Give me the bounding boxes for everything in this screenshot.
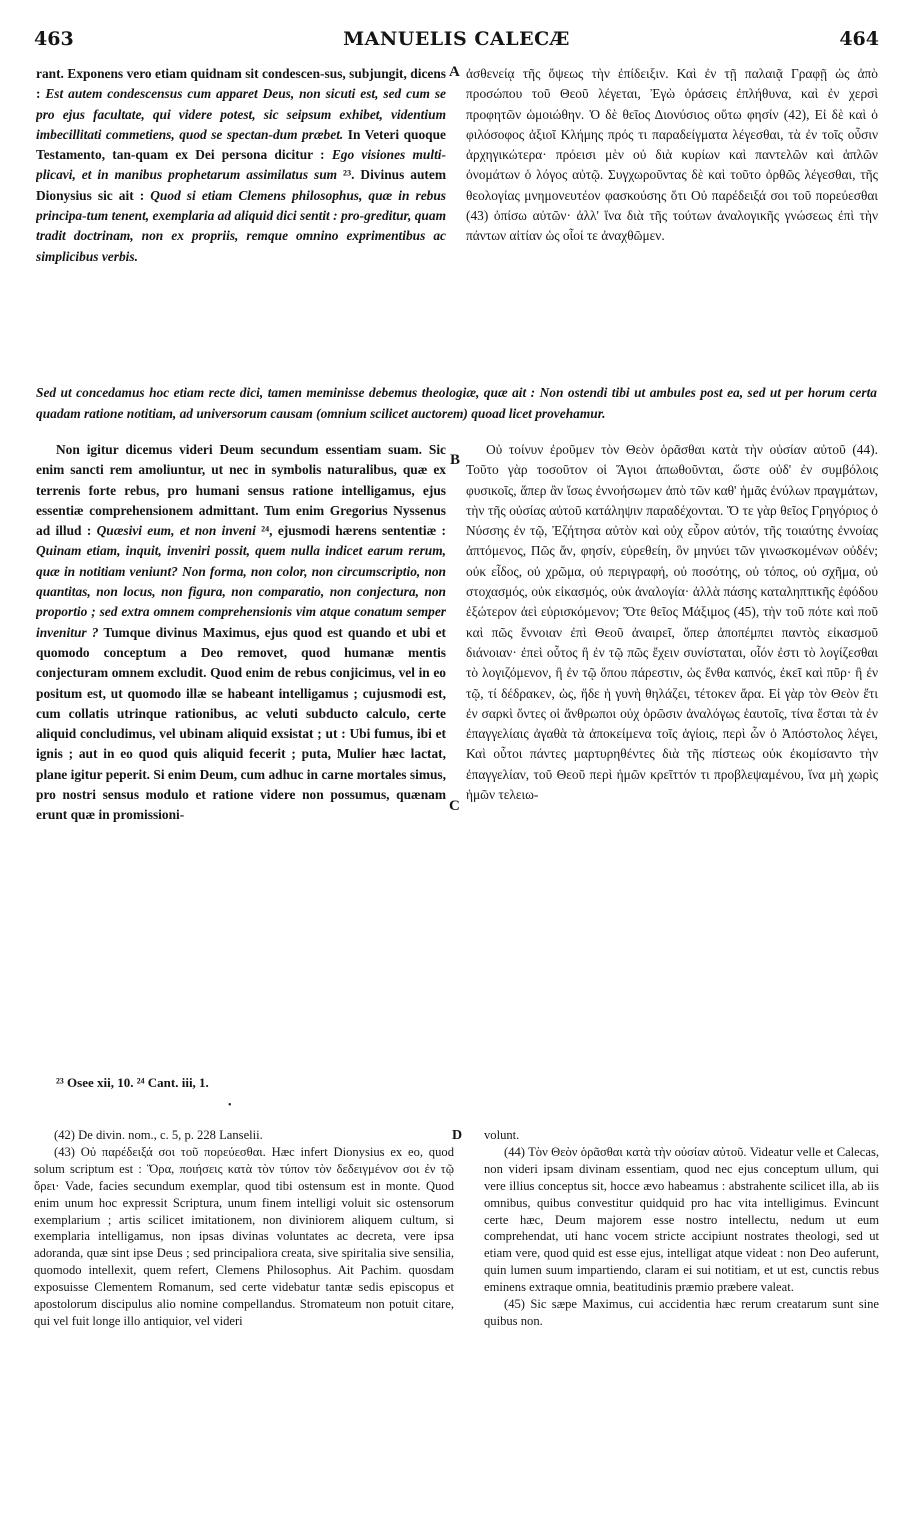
scripture-references: ²³ Osee xii, 10. ²⁴ Cant. iii, 1. <box>56 1075 209 1090</box>
latin-lower-run: Quæsivi eum, et non inveni <box>96 523 256 539</box>
margin-marker-c: C <box>449 798 460 814</box>
latin-upper-run: videntium imbecillitati commetiens, quod se spectan- <box>36 106 446 142</box>
greek-text-lower: Οὐ τοίνυν ἐροῦμεν τὸν Θεὸν ὁρᾶσθαι κατὰ τὴν οὐσίαν αὐτοῦ (44). Τοῦτο γὰρ τοσοῦτον οἱ Ἅγιοι ἀπωθοῦνται, ὥστε οὐδ' ἐν συμβόλοις φυσικοῖς, ἅπερ ἂν ἴσως ἐννοήσωμεν ἀπὸ τῶν καθ' ἡμᾶς ἐνύλων πραγμάτων, τὴν τῆς οὐσίας αὐτοῦ κατάληψιν παραδέχονται. Ὅ τε γὰρ θεῖος Γρηγόριος ὁ Νύσσης ἐν τῷ, Ἐζήτησα αὐτὸν καὶ οὐχ εὗρον αὐτόν, τῆς τοιαύτης ἐννοίας ἀπτόμενος, Πῶς ἄν, φησίν, εὑρεθείη, ὃν μηνύει τῶν γινωσκομένων οὐδέν; οὐκ εἶδος, οὐ χρῶμα, οὐ περιγραφή, οὐ ποσότης, οὐ τόπος, οὐ σχῆμα, οὐ στοχασμός, οὐκ εἰκασμός, οὐκ ἀναλογία· ἀλλὰ πάσης καταληπτικῆς ἐφόδου ἐξώτερον ἀεὶ εὑρισκόμενον; Ὅτε θεῖος Μάξιμος (45), τὴν τοῦ πότε καὶ ποῦ καὶ πῶς ἔννοιαν ἐπὶ Θεοῦ ἀναιρεῖ, ὅπερ ἀποπέμπει παντὸς εἰκασμοῦ διάνοιαν· ἐπεὶ οὗτος ἢ ἐν τῷ πῶς ἔχειν συνίσταται, οἷόν ἐστι τὸ λογίζεσθαι τὸ λογιζόμενον, ἢ ἐν τῷ ὅπου πάρεστιν, ὡς ἔνθα καπνός, ἐκεῖ καὶ πῦρ· ἢ ἐν τῷ, τί δέδρακεν, ὡς, ἥδε ἡ γυνὴ θηλάζει, τέτοκεν ἄρα. Εἰ γὰρ τὸν Θεὸν ἔτι ἐν σαρκὶ ὄντες οἱ ἄνθρωποι οὐχ ὁρῶσιν ἀναλόγως ἑαυτοῖς, τίνα ἔσται τὰ ἐν ἐπαγγελίαις ἀγαθὰ τὰ ἀποκείμενα τοῖς ἁγίοις, περὶ ὧν ὁ Ἀπόστολος λέγει, Καὶ οὗτοι πάντες μαρτυρηθέντες διὰ τῆς πίστεως οὐκ ἐκομίσαντο τὴν ἐπαγγελίαν, τοῦ Θεοῦ περὶ ἡμῶν κρεῖττόν τι προβλεψαμένου, ἵνα μὴ χωρὶς ἡμῶν τελειω- <box>466 442 878 803</box>
latin-upper-run: quam ex Dei persona dicitur : <box>135 147 332 163</box>
footnotes-right <box>484 1127 879 1427</box>
latin-upper-run: ²³. Divinus autem Dionysius sic ait : <box>36 167 446 203</box>
margin-marker-a: A <box>449 64 460 80</box>
margin-marker-b: B <box>450 452 461 468</box>
latin-lower-run: Quinam etiam, inquit, inveniri possit, quem nulla indicet earum rerum, quæ in notitiam veniunt? Non forma, non color, non circumscriptio, non quantitas, non locus, non figura, non comparatio, non conjectura, non proportio ; sed extra omnem comprehensionis vim atque conatum semper invenitur ? <box>36 543 446 640</box>
greek-column-upper <box>466 64 878 370</box>
latin-column-lower <box>36 440 446 1060</box>
page-number-right: 464 <box>839 28 879 50</box>
footnote-45: (45) Sic sæpe Maximus, cui accidentia hæc rerum creatarum sunt sine quibus non. <box>484 1297 879 1328</box>
latin-upper-run: Est autem condescensus <box>45 86 183 102</box>
latin-upper-run: Quod si <box>150 187 196 203</box>
footnote-43-continued: volunt. <box>484 1128 520 1142</box>
latin-upper-run: ejus facultate, qui videre potest, sic seipsum exhibet, <box>62 106 383 122</box>
separator-dot: • <box>228 1100 232 1111</box>
latin-upper-run: plicavi, et in manibus prophetarum assimilatus <box>36 167 309 183</box>
footnotes-left <box>34 1127 454 1527</box>
greek-column-lower <box>466 440 878 1060</box>
latin-upper-run: sum <box>314 167 338 183</box>
latin-upper-run: remque omnino exprimentibus ac simplicibus verbis. <box>36 228 446 264</box>
running-title: MANUELIS CALECÆ <box>343 28 570 50</box>
latin-lower-run: Tumque divinus Maximus, ejus quod est quando et ubi et quomodo conceptum a Deo removet, quod humanæ mentis conjecturam omnem excludit. Quod enim de rebus conjicimus, vel in eo positum est, ut quomodo illæ se habeant intelligamus ; cujusmodi est, cum collatis utrinque rationibus, ac veluti subducto calculo, certe aliquid concludimus, vel ubinam aliquid exsistat ; ut : Ubi fumus, ibi et ignis ; aut in eo quod quis aliquid fecerit ; puta, Mulier hæc lactat, plane igitur peperit. Si enim Deum, cum adhuc in carne mortales simus, pro nostri sensus modulo et ratione videre non possumus, quænam erunt quæ in promissioni- <box>36 624 446 823</box>
latin-upper-run: dum præbet. <box>272 126 344 142</box>
latin-upper-paragraph <box>36 64 446 267</box>
greek-text-upper: ἀσθενείᾳ τῆς ὄψεως τὴν ἐπίδειξιν. Καὶ ἐν τῇ παλαιᾷ Γραφῇ ὡς ἀπὸ προσώπου τοῦ Θεοῦ λέγεται, Ἐγὼ ὁράσεις ἐπλήθυνα, καὶ ἐν χερσὶ προφητῶν ὡμοιώθην. Ὁ δὲ θεῖος Διονύσιος οὕτω φησίν (42), Εἰ δὲ καὶ ὁ φιλόσοφος ἀξιοῖ Κλήμης πρός τι παραδείγματα λέγεσθαι, τὰ ἐν τοῖς οὖσιν ἀρχηγικώτερα· πρόεισι μὲν οὐ διὰ κυρίων καὶ παντελῶν καὶ ἁπλῶν ὀνομάτων ὁ λόγος αὐτῷ. Συγχωροῦντας δὲ καὶ τοῦτο ὀρθῶς λέγεσθαι, τῆς θεολογίας μνημονευτέον φασκούσης ὅτι Οὐ παρέδειξά σοι τοῦ πορεύεσθαι (43) ὀπίσω αὐτῶν· ἀλλ' ἵνα διὰ τῆς τούτων ἀναλογικῆς γνώσεως ἐπὶ τὴν πάντων αἰτίαν ὡς οἷοί τε ἀναχθῶμεν. <box>466 66 878 244</box>
latin-upper-run: Ego visiones multi- <box>331 147 446 163</box>
latin-lower-run: ²⁴, ejusmodi hærens sententiæ : <box>255 523 446 539</box>
footnote-44: (44) Τὸν Θεὸν ὁρᾶσθαι κατὰ τὴν οὐσίαν αὐτοῦ. Videatur velle et Calecas, non videri ipsam divinam essentiam, quod nec ejus conceptum ullum, qui vere illius conceptus sit, hocce ævo habeamus : abstrahente scilicet illa, ab iis omnibus, quibus convestitur quidquid pro hac vita intelligimus. Evincunt certe hæc, Deum majorem esse nostro intellectu, nedum ut eum comprehendat, uti hanc vocem stricte accipiunt nostrates theologi, sed ut etiam vere, quod quid est esse ejus, intelligat atque videat : non Deo auferunt, quin lumen suum impartiendo, claram ei sui notitiam, et ut est, cunctis rebus eminens extraque omnia, beatitudinis præmio præbere valeat. <box>484 1144 879 1295</box>
latin-upper-run: rant. Exponens vero etiam quidnam sit condescen- <box>36 66 325 81</box>
latin-column-upper <box>36 64 446 370</box>
page-header <box>34 28 879 58</box>
footnote-42: (42) De divin. nom., c. 5, p. 228 Lanselii. <box>54 1128 263 1142</box>
latin-lower-run: Non igitur dicemus videri Deum secundum essentiam suam. Sic enim sancti rem amoliuntur, ut nec in symbolis naturalibus, quæ ex terrenis forte rebus, pro humani sensus ratione intelligamus, ejus essentiæ comprehensionem admittant. Tum enim Gregorius Nyssenus ad illud : <box>36 442 446 539</box>
latin-upper-run: sus, subjungit, dicens : <box>36 66 446 102</box>
latin-upper-run: cum apparet Deus, non sicuti est, sed cum se pro <box>36 86 446 122</box>
latin-lower-paragraph <box>36 440 446 826</box>
latin-upper-run: etiam Clemens philosophus, quæ in rebus principa- <box>36 187 446 224</box>
latin-upper-run: In Veteri quoque Testamento, tan- <box>36 126 446 163</box>
latin-upper-run: tum tenent, exemplaria ad aliquid dici sentit : pro- <box>86 208 365 224</box>
margin-marker-d: D <box>452 1128 463 1143</box>
page-number-left: 463 <box>34 28 74 50</box>
latin-full-width-paragraph <box>36 370 877 432</box>
latin-upper-run: greditur, quam tradit doctrinam, non ex propriis, <box>36 208 446 244</box>
latin-full-width-text: Sed ut concedamus hoc etiam recte dici, tamen meminisse debemus theologiæ, quæ ait : Non ostendi tibi ut ambules post ea, sed ut per horum certa quadam ratione notitiam, ad universorum causam (omnium scilicet auctorem) quoad licet provehamur. <box>36 385 877 421</box>
footnote-43: (43) Οὐ παρέδειξά σοι τοῦ πορεύεσθαι. Hæc infert Dionysius ex eo, quod solum scriptum est : Ὅρα, ποιήσεις κατὰ τὸν τύπον τὸν δεδειγμένον σοι ἐν τῷ ὄρει· Vade, facies secundum exemplar, quod tibi ostensum est in monte. Quod enim unum hoc expressit Scriptura, unum finem intelligi voluit sic ostensorum exemplarium ; artis scilicet imitationem, non diviniorem aliquem cultum, si exemplaria intelligamus, non ipsas divinas voluntates ac decreta, vere ipsa adoranda, quæ sint ipse Deus ; sed principaliora creata, sive spiritalia sive sensilia, quomodo intellexit, quem refert, Clemens Philosophus. Ait Pachim. quosdam exposuisse Clementem Romanum, sed certe videbatur tantæ sedis episcopus et apostolorum discipulus alio nomine compellandus. Stromateum non potuit citare, qui vel fuit longe illo antiquior, vel videri <box>34 1144 454 1328</box>
